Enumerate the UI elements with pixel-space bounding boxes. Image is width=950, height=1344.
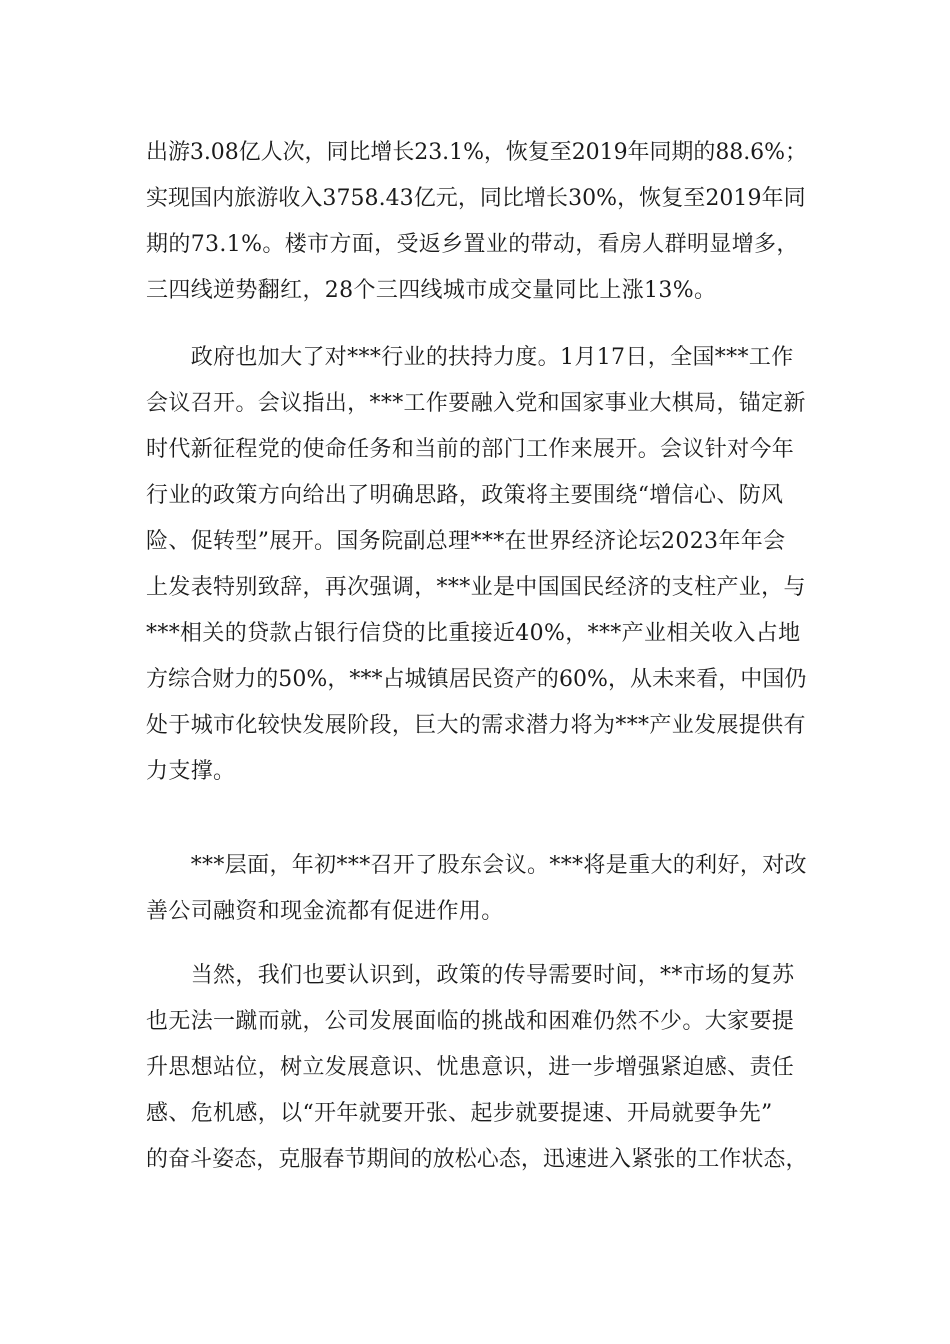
paragraph-government-support [146,335,808,795]
text-line: 三四线逆势翻红，28个三四线城市成交量同比上涨13%。 [146,278,717,303]
text-line: 处于城市化较快发展阶段，巨大的需求潜力将为***产业发展提供有 [146,713,806,738]
text-line: 政府也加大了对***行业的扶持力度。1月17日，全国***工作 [146,345,794,370]
text-line: 当然，我们也要认识到，政策的传导需要时间，**市场的复苏 [146,963,795,988]
text-line: 的奋斗姿态，克服春节期间的放松心态，迅速进入紧张的工作状态， [146,1147,808,1172]
text-line: 升思想站位，树立发展意识、忧患意识，进一步增强紧迫感、责任 [146,1055,795,1080]
text-line: 出游3.08亿人次，同比增长23.1%，恢复至2019年同期的88.6%； [146,140,807,165]
text-line: 善公司融资和现金流都有促进作用。 [146,899,504,924]
text-line: 险、促转型”展开。国务院副总理***在世界经济论坛2023年年会 [146,529,786,554]
paragraph-challenges [146,953,808,1183]
text-line: 行业的政策方向给出了明确思路，政策将主要围绕“增信心、防风 [146,483,784,508]
text-line: 力支撑。 [146,759,236,784]
text-line: 时代新征程党的使命任务和当前的部门工作来展开。会议针对今年 [146,437,795,462]
text-line: 期的73.1%。楼市方面，受返乡置业的带动，看房人群明显增多， [146,232,799,257]
text-line: 方综合财力的50%，***占城镇居民资产的60%，从未来看，中国仍 [146,667,807,692]
text-line: 感、危机感，以“开年就要开张、起步就要提速、开局就要争先” [146,1101,773,1126]
text-line: 会议召开。会议指出，***工作要融入党和国家事业大棋局，锚定新 [146,391,806,416]
text-line: 也无法一蹴而就，公司发展面临的挑战和困难仍然不少。大家要提 [146,1009,795,1034]
text-line: 上发表特别致辞，再次强调，***业是中国国民经济的支柱产业，与 [146,575,806,600]
text-line: ***层面，年初***召开了股东会议。***将是重大的利好，对改 [146,853,807,878]
paragraph-tourism-stats [146,130,808,314]
paragraph-shareholder-meeting [146,843,808,935]
text-line: 实现国内旅游收入3758.43亿元，同比增长30%，恢复至2019年同 [146,186,806,211]
text-line: ***相关的贷款占银行信贷的比重接近40%，***产业相关收入占地 [146,621,801,646]
